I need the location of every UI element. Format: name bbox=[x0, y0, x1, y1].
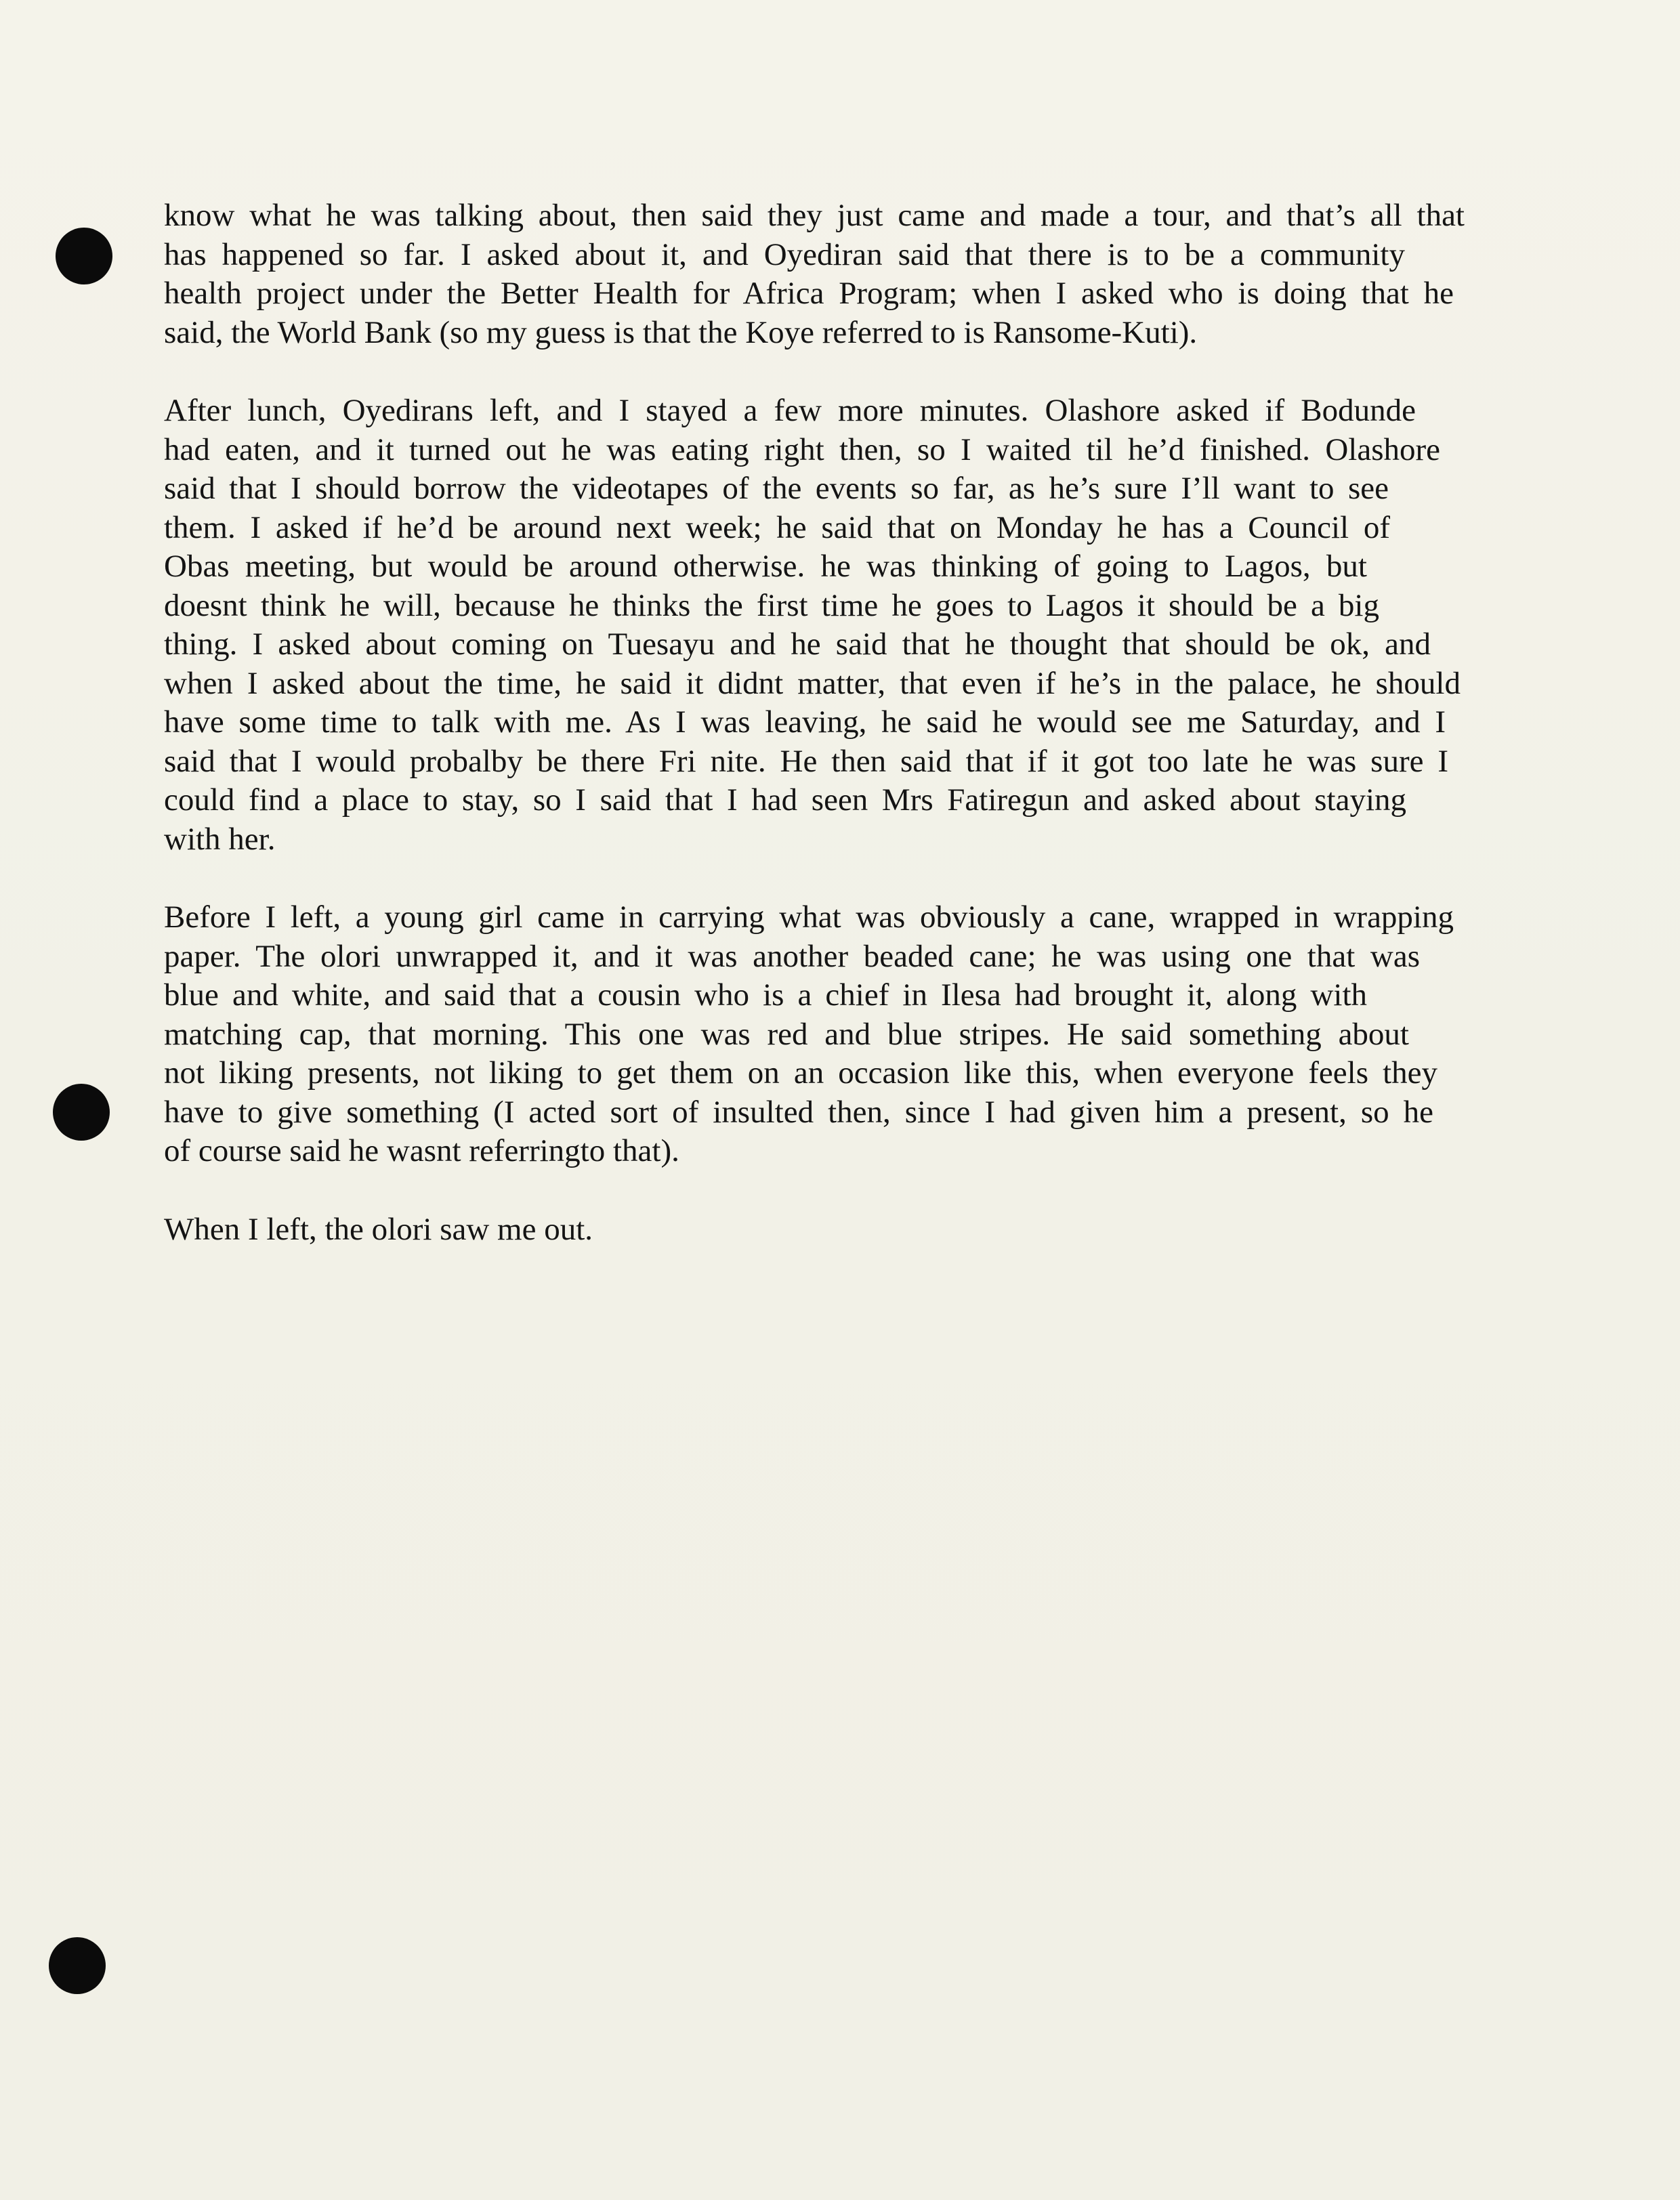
text-line: had eaten, and it turned out he was eating right then, so I waited til he’d finished. Olashore bbox=[164, 431, 1440, 467]
text-line: of course said he wasnt referringto that). bbox=[164, 1133, 679, 1168]
text-line: paper. The olori unwrapped it, and it was another beaded cane; he was using one that was bbox=[164, 938, 1420, 974]
text-line: When I left, the olori saw me out. bbox=[164, 1211, 593, 1247]
punch-hole-bottom bbox=[49, 1937, 106, 1994]
document-body bbox=[164, 196, 1465, 1288]
paragraph-4 bbox=[164, 1210, 1465, 1250]
text-line: them. I asked if he’d be around next week; he said that on Monday he has a Council of bbox=[164, 509, 1390, 545]
text-line: health project under the Better Health for Africa Program; when I asked who is doing that he bbox=[164, 276, 1454, 311]
paragraph-1 bbox=[164, 196, 1465, 352]
text-line: Before I left, a young girl came in carrying what was obviously a cane, wrapped in wrapping bbox=[164, 900, 1454, 935]
text-line: Obas meeting, but would be around otherwise. he was thinking of going to Lagos, but bbox=[164, 549, 1367, 584]
text-line: know what he was talking about, then said they just came and made a tour, and that’s all that bbox=[164, 198, 1465, 233]
text-line: when I asked about the time, he said it didnt matter, that even if he’s in the palace, he should bbox=[164, 665, 1461, 701]
punch-hole-top bbox=[56, 228, 112, 284]
text-line: with her. bbox=[164, 821, 276, 857]
paragraph-2 bbox=[164, 392, 1465, 859]
text-line: matching cap, that morning. This one was red and blue stripes. He said something about bbox=[164, 1016, 1409, 1052]
text-line: said that I should borrow the videotapes of the events so far, as he’s sure I’ll want to see bbox=[164, 471, 1389, 506]
text-line: has happened so far. I asked about it, and Oyediran said that there is to be a community bbox=[164, 236, 1405, 272]
text-line: have some time to talk with me. As I was leaving, he said he would see me Saturday, and I bbox=[164, 704, 1446, 740]
text-line: blue and white, and said that a cousin who is a chief in Ilesa had brought it, along with bbox=[164, 977, 1367, 1013]
paragraph-3 bbox=[164, 898, 1465, 1171]
text-line: said that I would probalby be there Fri nite. He then said that if it got too late he was sure I bbox=[164, 743, 1448, 779]
punch-hole-middle bbox=[53, 1084, 110, 1141]
text-line: have to give something (I acted sort of insulted then, since I had given him a present, so he bbox=[164, 1094, 1433, 1130]
text-line: doesnt think he will, because he thinks the first time he goes to Lagos it should be a big bbox=[164, 587, 1379, 623]
text-line: said, the World Bank (so my guess is that the Koye referred to is Ransome-Kuti). bbox=[164, 314, 1198, 350]
text-line: After lunch, Oyedirans left, and I stayed a few more minutes. Olashore asked if Bodunde bbox=[164, 393, 1416, 428]
text-line: could find a place to stay, so I said that I had seen Mrs Fatiregun and asked about staying bbox=[164, 782, 1406, 818]
text-line: thing. I asked about coming on Tuesayu and he said that he thought that should be ok, and bbox=[164, 627, 1431, 662]
text-line: not liking presents, not liking to get them on an occasion like this, when everyone feels they bbox=[164, 1055, 1437, 1091]
